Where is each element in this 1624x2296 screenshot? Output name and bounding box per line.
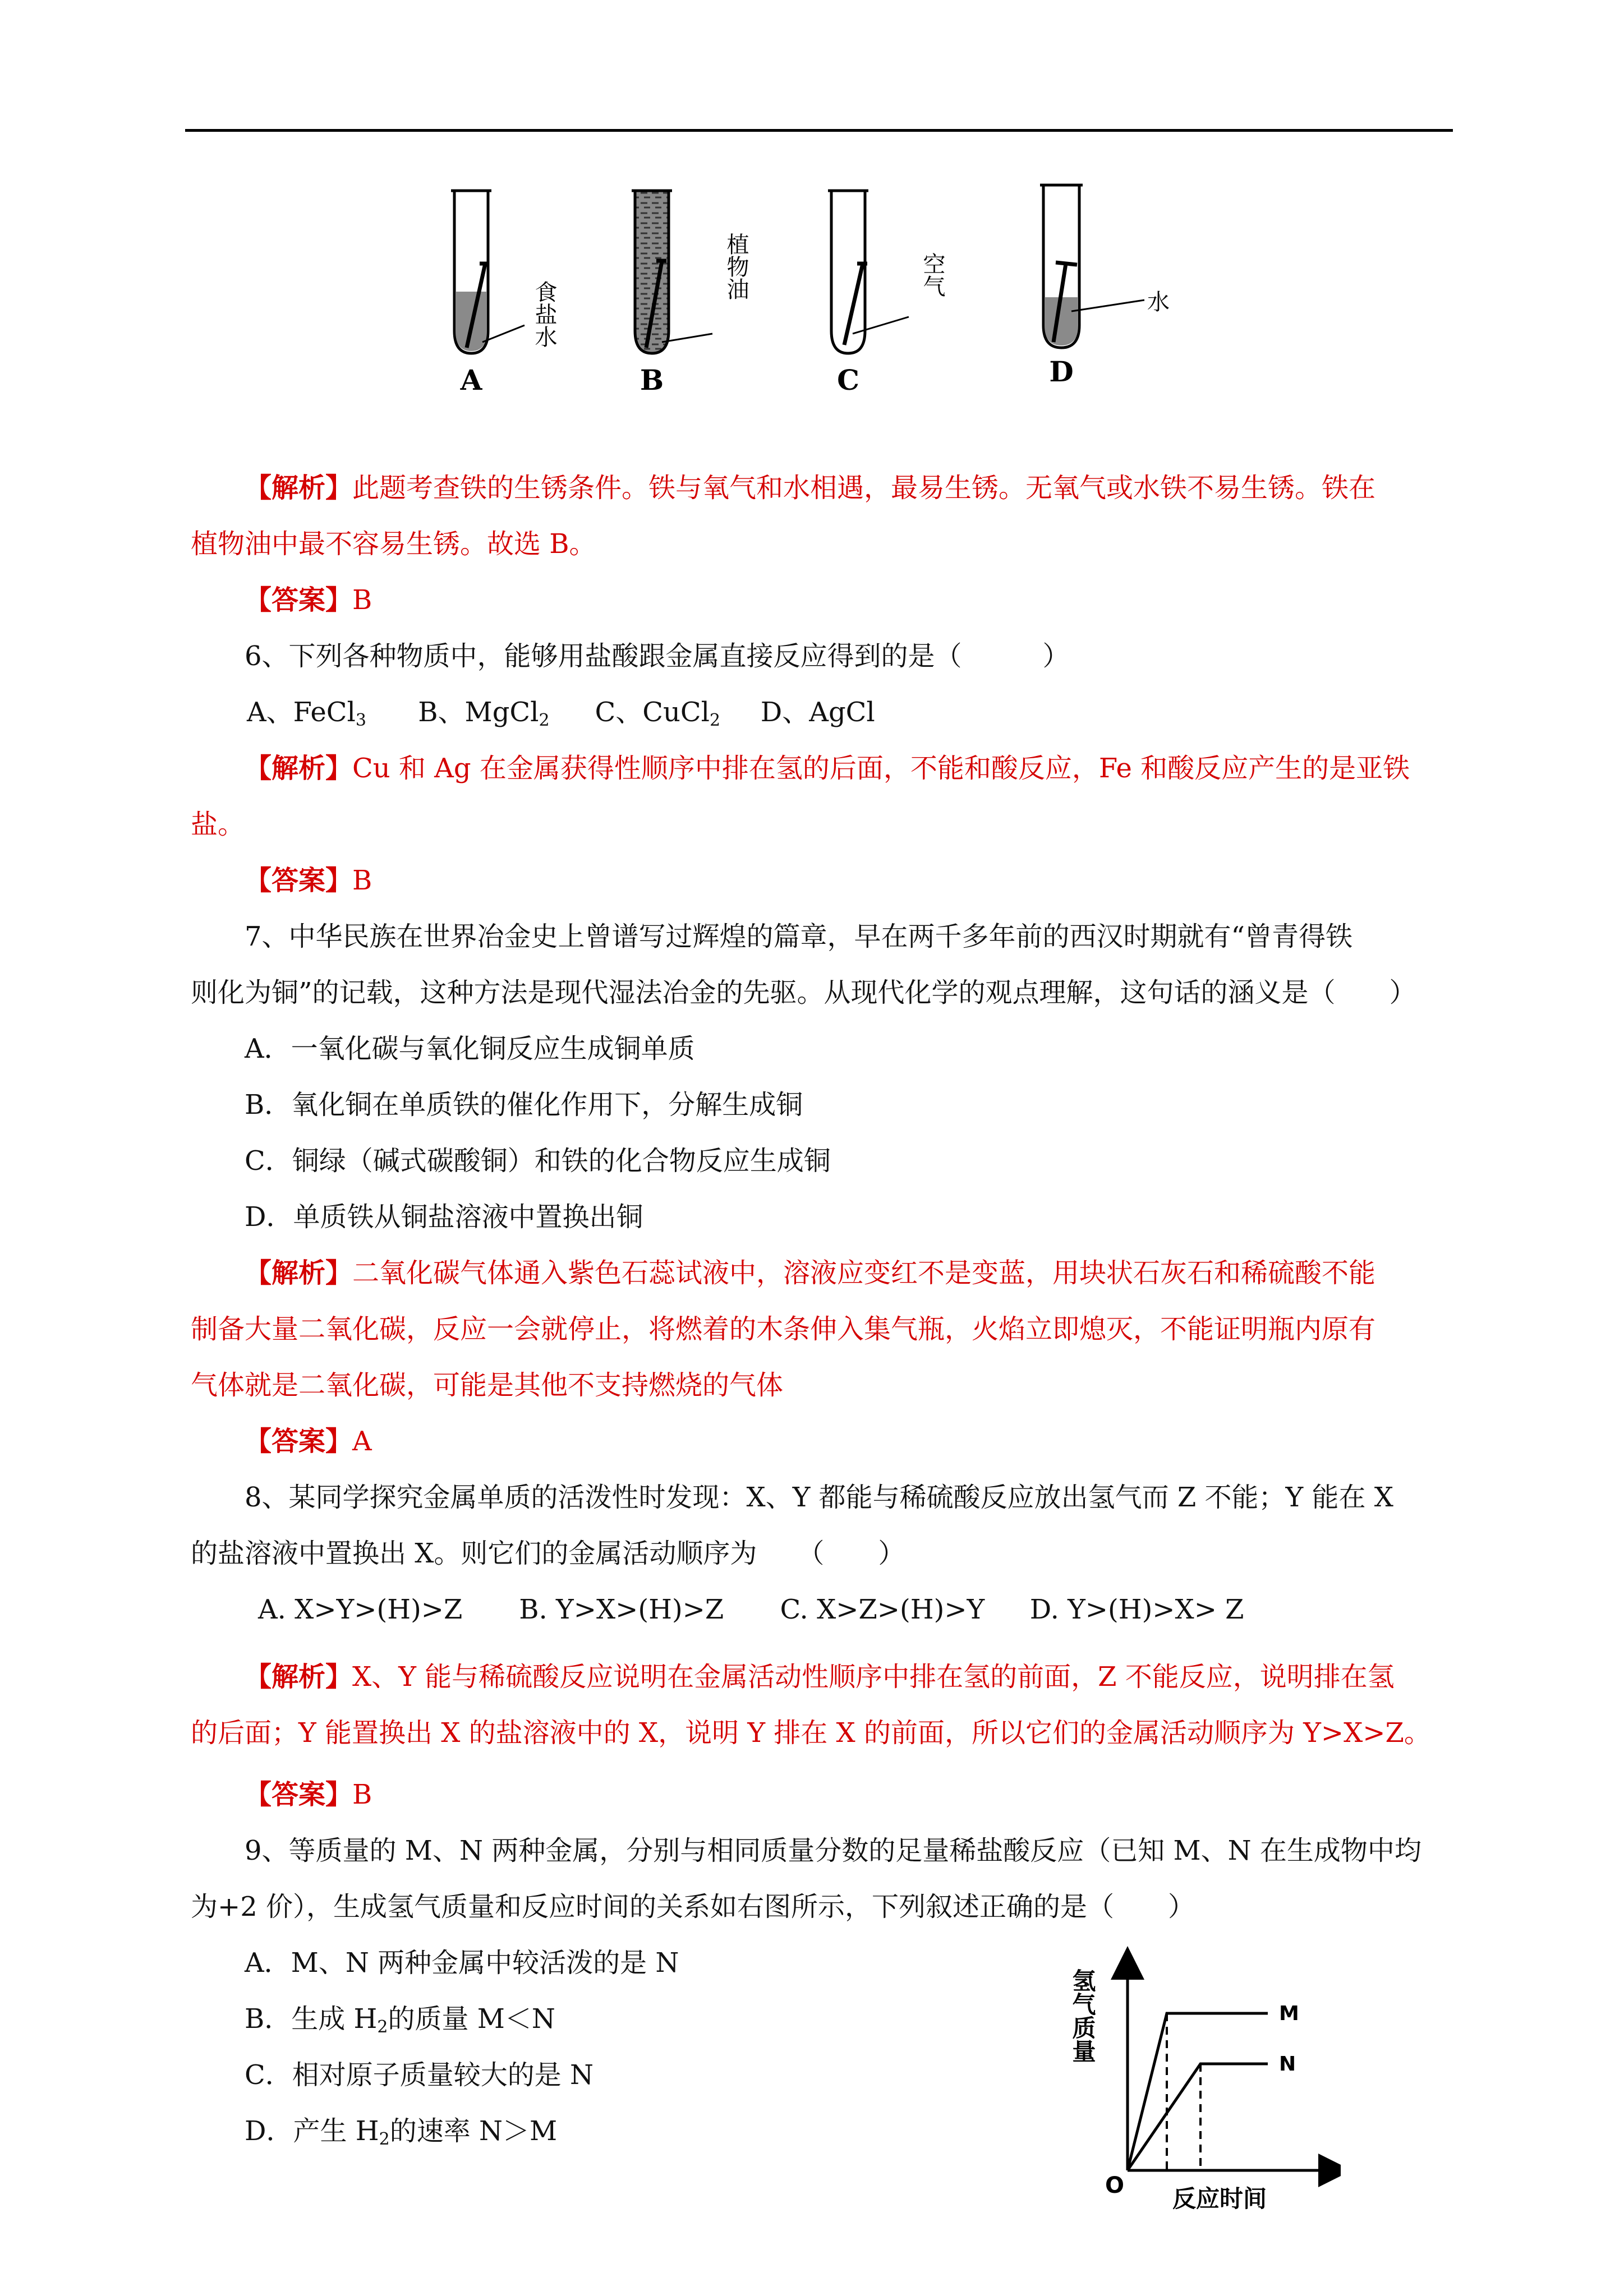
analysis-tag: 【解析】 — [245, 472, 353, 504]
q9-stem: 9、等质量的 M、N 两种金属，分别与相同质量分数的足量稀盐酸反应（已知 M、N 在生成物中均 为+2 价），生成氢气质量和反应时间的关系如右图所示，下列叙述正确的是（ ） — [191, 1835, 1421, 1922]
q7-answer: 【答案】A — [245, 1426, 372, 1457]
q9-option-d: D．产生 $H_2$的速率 N＞M — [245, 2115, 558, 2149]
q8-option-a: A. X>Y>(H)>Z — [258, 1594, 463, 1625]
q6-options — [247, 684, 875, 740]
q8-options — [258, 1582, 1244, 1638]
tube-c — [828, 191, 909, 353]
tube-letter-a: A — [460, 363, 482, 397]
test-tube-figure — [426, 179, 1223, 404]
q6-option-c: C、CuCl$_2$ — [595, 697, 721, 730]
tube-label-d: 水 — [1147, 289, 1170, 315]
tube-letter-d: D — [1049, 355, 1074, 388]
q8-option-d: D. Y>(H)>X> Z — [1029, 1594, 1244, 1625]
series-n-label: N — [1279, 2053, 1296, 2076]
series-n-line — [1128, 2064, 1268, 2170]
q7-option-d: D．单质铁从铜盐溶液中置换出铜 — [245, 1201, 643, 1233]
q9-option-c: C．相对原子质量较大的是 N — [245, 2059, 594, 2091]
tube-label-b: 植物油 — [723, 233, 749, 300]
x-axis-label: 反应时间 — [1172, 2185, 1267, 2212]
header-rule — [185, 129, 1453, 132]
q6-option-d: D、AgCl — [760, 697, 875, 728]
q7-option-c: C．铜绿（碱式碳酸铜）和铁的化合物反应生成铜 — [245, 1145, 831, 1177]
tube-letter-c: C — [837, 363, 859, 397]
origin-label: O — [1105, 2173, 1125, 2198]
q7-analysis: 【解析】二氧化碳气体通入紫色石蕊试液中，溶液应变红不是变蓝，用块状石灰石和稀硫酸不能 制备大量二氧化碳，反应一会就停止，将燃着的木条伸入集气瓶，火焰立即熄灭，不能证明瓶内原有 气体就是二氧化碳，可能是其他不支持燃烧的气体 — [191, 1257, 1376, 1401]
q6-answer: 【答案】B — [245, 865, 372, 896]
q8-option-b: B. Y>X>(H)>Z — [519, 1594, 724, 1625]
tube-b — [632, 191, 712, 353]
tube-letter-b: B — [640, 363, 664, 397]
tube-d — [1040, 185, 1144, 348]
q7-options — [191, 1021, 1459, 1245]
q8-stem: 8、某同学探究金属单质的活泼性时发现：X、Y 都能与稀硫酸反应放出氢气而 Z 不能；Y 能在 X 的盐溶液中置换出 X。则它们的金属活动顺序为 （ ） — [191, 1482, 1393, 1569]
tube-a — [451, 191, 525, 353]
q7-option-b: B．氧化铜在单质铁的催化作用下，分解生成铜 — [245, 1089, 803, 1121]
q6-option-a: A、FeCl$_3$ — [247, 697, 366, 730]
q5-answer: 【答案】B — [245, 584, 372, 616]
series-m-label: M — [1279, 2002, 1299, 2025]
q7-stem: 7、中华民族在世界冶金史上曾谱写过辉煌的篇章，早在两千多年前的西汉时期就有“曾青得铁 则化为铜”的记载，这种方法是现代湿法冶金的先驱。从现代化学的观点理解，这句话的涵义是（ ） — [191, 921, 1416, 1008]
tube-label-c: 空气 — [919, 252, 945, 297]
y-axis-label: 氢气质量 — [1069, 1968, 1097, 2063]
q6-option-b: B、MgCl$_2$ — [418, 697, 550, 730]
q6-stem: 6、下列各种物质中，能够用盐酸跟金属直接反应得到的是（ ） — [245, 640, 1070, 672]
q8-analysis: 【解析】X、Y 能与稀硫酸反应说明在金属活动性顺序中排在氢的前面，Z 不能反应，说明排在氢 的后面；Y 能置换出 X 的盐溶液中的 X，说明 Y 排在 X 的前面，所以它们的金属活动顺序为 Y>X>Z。 — [191, 1661, 1431, 1749]
q8-answer: 【答案】B — [245, 1779, 372, 1810]
tube-label-a: 食盐水 — [531, 280, 557, 348]
q7-option-a: A．一氧化碳与氧化铜反应生成铜单质 — [245, 1033, 695, 1064]
q6-analysis: 【解析】Cu 和 Ag 在金属获得性顺序中排在氢的后面，不能和酸反应，Fe 和酸反应产生的是亚铁 盐。 — [191, 753, 1410, 840]
q5-analysis: 【解析】此题考查铁的生锈条件。铁与氧气和水相遇，最易生锈。无氧气或水铁不易生锈。铁在 植物油中最不容易生锈。故选 B。 — [191, 472, 1376, 560]
series-m-line — [1128, 2013, 1268, 2170]
q9-option-a: A．M、N 两种金属中较活泼的是 N — [245, 1947, 679, 1979]
q8-option-c: C. X>Z>(H)>Y — [780, 1594, 985, 1625]
hydrogen-mass-graph — [1060, 1946, 1341, 2215]
q9-option-b: B．生成 $H_2$的质量 M＜N — [245, 2003, 555, 2037]
answer-tag: 【答案】 — [245, 584, 353, 616]
q9-options — [191, 1935, 1032, 2159]
